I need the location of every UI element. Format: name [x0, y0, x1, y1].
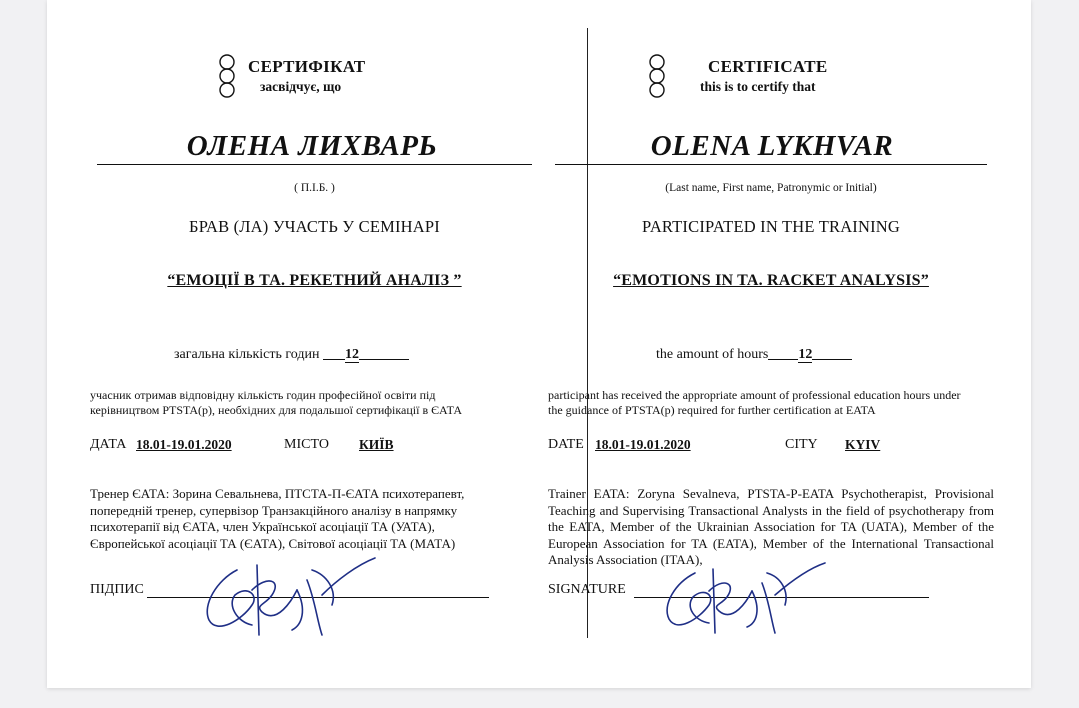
en-trainer-text: Trainer EATA: Zoryna Sevalneva, PTSTA-P-EATA Psychotherapist, Provisional Teaching and Supervising Transactional Analysts in the field of psychotherapy from the EATA, Member of the Ukrainian Association for TA (UATA), Member of the European Association for TA (EATA), Member of the International Transactional Analysis Association (ITAA), — [548, 486, 994, 567]
en-date-label: DATE — [548, 437, 584, 452]
en-signature-label: SIGNATURE — [548, 582, 626, 597]
ua-note-line1: учасник отримав відповідну кількість годин професійної освіти під — [90, 388, 436, 402]
certificate-page — [47, 0, 1031, 688]
ua-participated-text: БРАВ (ЛА) УЧАСТЬ У СЕМІНАРІ — [189, 217, 440, 236]
en-participated-text: PARTICIPATED IN THE TRAINING — [641, 217, 901, 236]
ua-hours-row — [174, 347, 409, 363]
en-name-rule — [555, 164, 987, 165]
ua-trainer-line: Тренер ЄАТА: Зорина Севальнева, ПТСТА-П-ЄАТА психотерапевт, — [90, 486, 465, 501]
ua-date-value: 18.01-19.01.2020 — [136, 437, 232, 452]
en-note-line2: the guidance of PTSTA(p) required for further certification at EATA — [548, 403, 876, 417]
three-circles-logo-icon — [647, 54, 667, 100]
en-hours-row — [656, 347, 852, 363]
en-participant-name: OLENA LYKHVAR — [650, 130, 894, 162]
handwritten-signature-icon — [197, 550, 377, 650]
en-city-value: KYIV — [845, 437, 881, 452]
ua-hours-label: загальна кількість годин — [174, 347, 320, 362]
en-hours-value: 12 — [798, 347, 813, 362]
en-note-line1: participant has received the appropriate amount of professional education hours under — [548, 388, 961, 402]
en-title: CERTIFICATE — [708, 57, 828, 76]
three-circles-logo-icon — [217, 54, 237, 100]
ua-trainer-line: психотерапії від ЄАТА, член Української асоціації ТА (УАТА), — [90, 519, 435, 534]
en-seminar-title: “EMOTIONS IN TA. RACKET ANALYSIS” — [613, 272, 929, 289]
en-city-label: CITY — [785, 437, 818, 452]
ua-seminar-title: “ЕМОЦІЇ В ТА. РЕКЕТНИЙ АНАЛІЗ ” — [167, 272, 462, 289]
ua-hours-value: 12 — [344, 347, 359, 362]
en-hours-label: the amount of hours — [656, 347, 769, 362]
ua-city-value: КИЇВ — [359, 437, 394, 452]
ua-participant-name: ОЛЕНА ЛИХВАРЬ — [186, 130, 438, 162]
en-name-caption: (Last name, First name, Patronymic or Initial) — [665, 182, 877, 194]
en-subtitle: this is to certify that — [700, 79, 816, 94]
handwritten-signature-icon — [657, 555, 827, 645]
ua-subtitle: засвідчує, що — [260, 79, 342, 94]
ua-trainer-block — [90, 486, 464, 552]
ua-date-label: ДАТА — [90, 437, 127, 452]
ua-title: СЕРТИФІКАТ — [248, 57, 366, 76]
ua-trainer-line: попередній тренер, супервізор Транзакційного аналізу в напрямку — [90, 502, 458, 518]
ua-trainer-line: Європейської асоціації ТА (ЄАТА), Світової асоціації ТА (МАТА) — [90, 535, 456, 551]
ua-name-rule — [97, 164, 532, 165]
en-date-value: 18.01-19.01.2020 — [595, 437, 691, 452]
ua-note-line2: керівництвом PTSTA(p), необхідних для подальшої сертифікації в ЄАТА — [90, 403, 463, 417]
ua-name-caption: ( П.І.Б. ) — [294, 182, 335, 194]
ua-city-label: МІСТО — [284, 437, 329, 452]
ua-signature-label: ПІДПИС — [90, 582, 144, 597]
